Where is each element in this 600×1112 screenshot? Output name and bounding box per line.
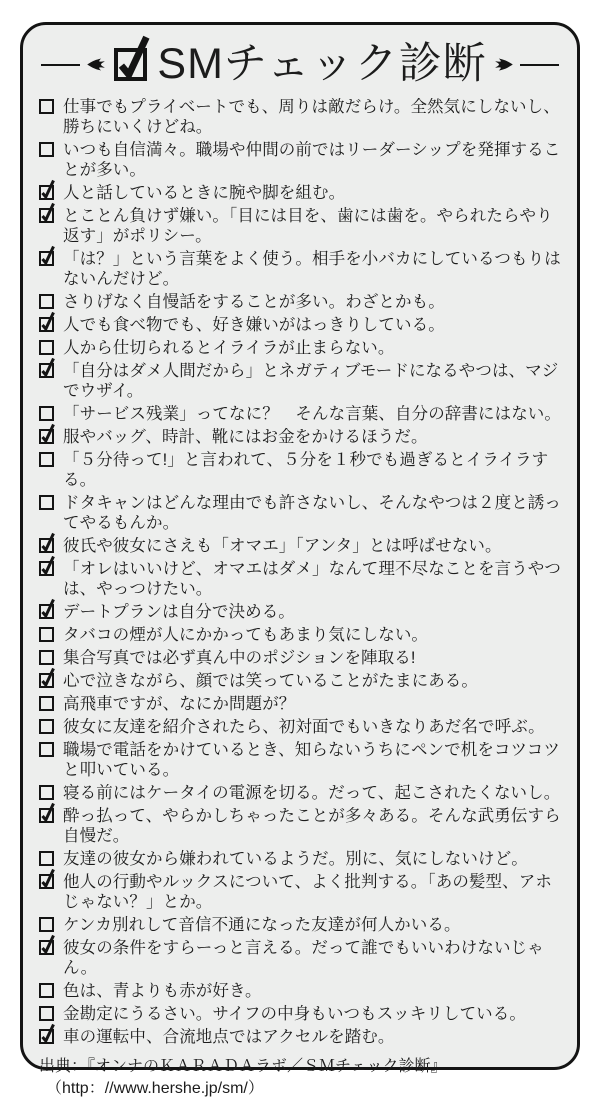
checklist-item-text: ケンカ別れして音信不通になった友達が何人かいる。 bbox=[63, 916, 461, 935]
checklist-item bbox=[39, 249, 565, 289]
checklist-item-text: 集合写真では必ず真ん中のポジションを陣取る! bbox=[63, 649, 416, 668]
checkbox[interactable] bbox=[39, 495, 54, 510]
checklist-item-text: 高飛車ですが、なにか問題が？ bbox=[63, 695, 296, 714]
checklist-item bbox=[39, 981, 565, 1001]
checklist-item bbox=[39, 783, 565, 803]
checkbox[interactable] bbox=[39, 1029, 54, 1044]
source-url: （http：//www.hershe.jp/sm/） bbox=[46, 1080, 264, 1098]
checkbox[interactable] bbox=[39, 561, 54, 576]
checklist-item-text: 「は？」という言葉をよく使う。相手を小バカにしているつもりはないんだけど。 bbox=[63, 250, 561, 289]
checkbox[interactable] bbox=[39, 429, 54, 444]
checkbox[interactable] bbox=[39, 99, 54, 114]
checklist-item bbox=[39, 806, 565, 846]
check-icon bbox=[41, 187, 52, 198]
checklist-item bbox=[39, 450, 565, 490]
checklist-item bbox=[39, 625, 565, 645]
checklist-item-text: 色は、青よりも赤が好き。 bbox=[63, 982, 262, 1001]
check-icon bbox=[41, 540, 52, 551]
checkbox[interactable] bbox=[39, 785, 54, 800]
check-icon bbox=[41, 942, 52, 953]
checkbox[interactable] bbox=[39, 406, 54, 421]
checkbox[interactable] bbox=[39, 673, 54, 688]
checklist-item-text: デートプランは自分で決める。 bbox=[63, 603, 295, 622]
checkbox[interactable] bbox=[39, 208, 54, 223]
checklist-item bbox=[39, 694, 565, 714]
checklist-item-text: 服やバッグ、時計、靴にはお金をかけるほうだ。 bbox=[63, 428, 428, 447]
checkbox[interactable] bbox=[39, 650, 54, 665]
checkbox[interactable] bbox=[39, 452, 54, 467]
checklist-item-text: 心で泣きながら、顔では笑っていることがたまにある。 bbox=[63, 672, 478, 691]
checklist-item-text: 寝る前にはケータイの電源を切る。だって、起こされたくないし。 bbox=[63, 784, 561, 803]
checkbox[interactable] bbox=[39, 294, 54, 309]
check-icon bbox=[41, 810, 52, 821]
checkbox[interactable] bbox=[39, 917, 54, 932]
check-icon bbox=[41, 675, 52, 686]
checklist-item bbox=[39, 206, 565, 246]
checklist-item bbox=[39, 183, 565, 203]
checkbox[interactable] bbox=[39, 851, 54, 866]
checklist-item-text: 酔っ払って、やらかしちゃったことが多々ある。そんな武勇伝すら自慢だ。 bbox=[63, 807, 561, 846]
checklist-item bbox=[39, 915, 565, 935]
check-icon bbox=[41, 210, 52, 221]
checkbox[interactable] bbox=[39, 185, 54, 200]
checklist-item bbox=[39, 493, 565, 533]
checklist-item bbox=[39, 536, 565, 556]
check-icon bbox=[118, 52, 143, 77]
title-bar bbox=[23, 41, 577, 88]
checklist-item-text: 「自分はダメ人間だから」とネガティブモードになるやつは、マジでウザイ。 bbox=[63, 362, 559, 401]
checklist-item-text: 人と話しているときに腕や脚を組む。 bbox=[63, 184, 346, 203]
checklist-item-text: 彼氏や彼女にさえも「オマエ」「アンタ」とは呼ばせない。 bbox=[63, 537, 502, 556]
checklist-item-text: さりげなく自慢話をすることが多い。わざとかも。 bbox=[63, 293, 445, 312]
check-icon bbox=[41, 606, 52, 617]
checklist-item-text: 人でも食べ物でも、好き嫌いがはっきりしている。 bbox=[63, 316, 445, 335]
checklist-item bbox=[39, 292, 565, 312]
checkbox[interactable] bbox=[39, 363, 54, 378]
checklist-item-text: 「オレはいいけど、オマエはダメ」なんて理不尽なことを言うやつは、やっつけたい。 bbox=[63, 560, 561, 599]
checklist-panel bbox=[20, 22, 580, 1098]
checklist-item bbox=[39, 315, 565, 335]
checklist-item bbox=[39, 140, 565, 180]
checklist-item-text: 友達の彼女から嫌われているようだ。別に、気にしないけど。 bbox=[63, 850, 528, 869]
checklist-item bbox=[39, 1027, 565, 1047]
checklist-item bbox=[39, 717, 565, 737]
checkbox[interactable] bbox=[39, 742, 54, 757]
title-checkbox-icon bbox=[114, 48, 147, 81]
decorative-line-right bbox=[520, 64, 559, 66]
checklist-item bbox=[39, 361, 565, 401]
checklist-item bbox=[39, 338, 565, 358]
checklist-item-text: 「５分待って!」と言われて、５分を１秒でも過ぎるとイライラする。 bbox=[63, 451, 549, 490]
checklist-item-text: 職場で電話をかけているとき、知らないうちにペンで机をコツコツと叩いている。 bbox=[63, 741, 561, 780]
checklist-item-text: 彼女に友達を紹介されたら、初対面でもいきなりあだ名で呼ぶ。 bbox=[63, 718, 545, 737]
checklist-item-text: 他人の行動やルックスについて、よく批判する。「あの髪型、アホじゃない？」とか。 bbox=[63, 873, 552, 912]
check-icon bbox=[41, 365, 52, 376]
checklist-item bbox=[39, 648, 565, 668]
checklist-item-text: 「サービス残業」ってなに？ そんな言葉、自分の辞書にはない。 bbox=[63, 405, 561, 424]
checkbox[interactable] bbox=[39, 719, 54, 734]
checklist-item bbox=[39, 427, 565, 447]
source-line: 出典：『オンナのＫＡＲＡＤＡラボ／ＳＭチェック診断』 bbox=[39, 1058, 447, 1076]
checkbox[interactable] bbox=[39, 696, 54, 711]
checkbox[interactable] bbox=[39, 983, 54, 998]
check-icon bbox=[41, 253, 52, 264]
checklist bbox=[23, 97, 577, 1047]
checkbox[interactable] bbox=[39, 142, 54, 157]
checklist-item-text: ドタキャンはどんな理由でも許さないし、そんなやつは２度と誘ってやるもんか。 bbox=[63, 494, 561, 533]
fleuron-left-icon bbox=[87, 58, 106, 71]
checkbox[interactable] bbox=[39, 1006, 54, 1021]
checklist-item bbox=[39, 1004, 565, 1024]
checkbox[interactable] bbox=[39, 940, 54, 955]
source-attribution bbox=[23, 1050, 577, 1100]
checkbox[interactable] bbox=[39, 317, 54, 332]
checklist-item bbox=[39, 671, 565, 691]
checklist-item bbox=[39, 559, 565, 599]
checklist-item bbox=[39, 404, 565, 424]
checklist-item-text: 仕事でもプライベートでも、周りは敵だらけ。全然気にしないし、勝ちにいくけどね。 bbox=[63, 98, 560, 137]
fleuron-right-icon bbox=[494, 58, 513, 71]
checklist-item bbox=[39, 740, 565, 780]
check-icon bbox=[41, 319, 52, 330]
checklist-item bbox=[39, 97, 565, 137]
checkbox[interactable] bbox=[39, 808, 54, 823]
checklist-item bbox=[39, 938, 565, 978]
check-icon bbox=[41, 876, 52, 887]
checklist-item-text: 車の運転中、合流地点ではアクセルを踏む。 bbox=[63, 1028, 395, 1047]
checkbox[interactable] bbox=[39, 874, 54, 889]
checklist-item bbox=[39, 602, 565, 622]
check-icon bbox=[41, 431, 52, 442]
decorative-line-left bbox=[41, 64, 80, 66]
checklist-item-text: いつも自信満々。職場や仲間の前ではリーダーシップを発揮することが多い。 bbox=[63, 141, 561, 180]
checklist-item-text: 人から仕切られるとイライラが止まらない。 bbox=[63, 339, 395, 358]
checkbox[interactable] bbox=[39, 340, 54, 355]
checkbox[interactable] bbox=[39, 627, 54, 642]
checklist-item bbox=[39, 872, 565, 912]
checklist-item-text: とことん負けず嫌い。「目には目を、歯には歯を。やられたらやり返す」がポリシー。 bbox=[63, 207, 553, 246]
checklist-item-text: 金勘定にうるさい。サイフの中身もいつもスッキリしている。 bbox=[63, 1005, 526, 1024]
checkbox[interactable] bbox=[39, 538, 54, 553]
check-icon bbox=[41, 563, 52, 574]
page-title: SMチェック診断 bbox=[157, 40, 487, 88]
checklist-item-text: タバコの煙が人にかかってもあまり気にしない。 bbox=[63, 626, 429, 645]
check-icon bbox=[41, 1031, 52, 1042]
checklist-item bbox=[39, 849, 565, 869]
checklist-item-text: 彼女の条件をすらーっと言える。だって誰でもいいわけないじゃん。 bbox=[63, 939, 544, 978]
checkbox[interactable] bbox=[39, 251, 54, 266]
checkbox[interactable] bbox=[39, 604, 54, 619]
